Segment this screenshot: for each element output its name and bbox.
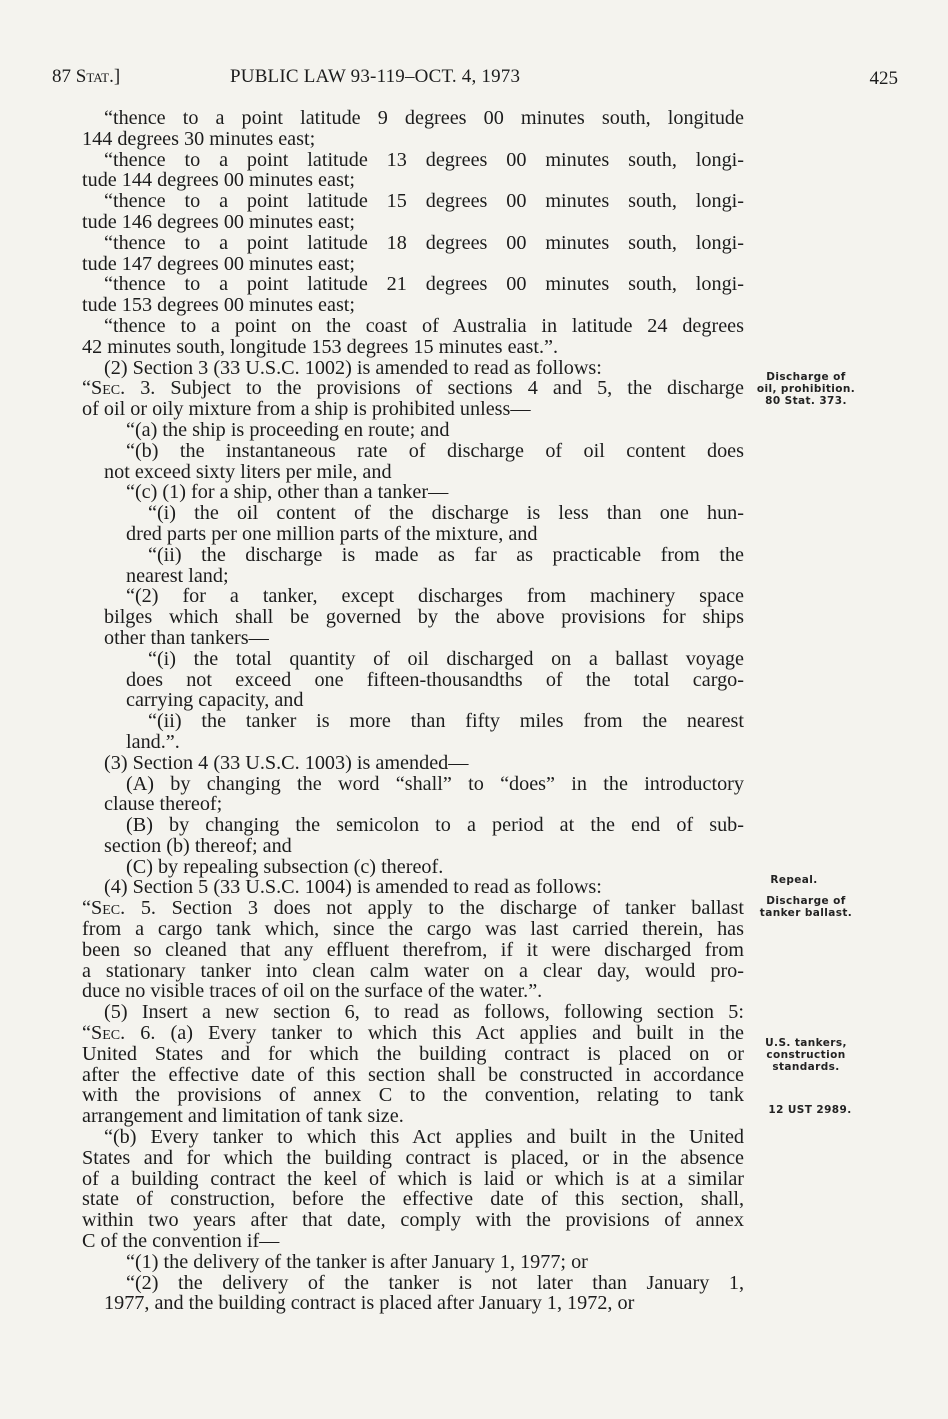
text-line: “Sec. 5. Section 3 does not apply to the discharge of tanker ballast [82, 897, 744, 920]
text-line: of oil or oily mixture from a ship is prohibited unless— [82, 398, 531, 421]
text-line: (3) Section 4 (33 U.S.C. 1003) is amended— [104, 751, 469, 774]
text-line: bilges which shall be governed by the above provisions for ships [104, 606, 744, 629]
text-line: 42 minutes south, longitude 153 degrees 15 minutes east.”. [82, 335, 559, 358]
text-line: arrangement and limitation of tank size. [82, 1105, 404, 1128]
text-line: C of the convention if— [82, 1230, 280, 1253]
text-line: section (b) thereof; and [104, 834, 292, 857]
text-line: (B) by changing the semicolon to a period at the end of sub- [126, 814, 744, 837]
margin-note-repeal [764, 874, 824, 886]
text-line: “(2) the delivery of the tanker is not later than January 1, [126, 1271, 744, 1294]
header-bracket: ] [113, 66, 121, 87]
text-line: dred parts per one million parts of the mixture, and [126, 522, 538, 545]
text-line: (4) Section 5 (33 U.S.C. 1004) is amended to read as follows: [104, 876, 602, 899]
text-line: land.”. [126, 730, 180, 753]
text-line: nearest land; [126, 564, 229, 587]
page-header [52, 58, 898, 94]
margin-note-line: Repeal. [770, 874, 818, 886]
text-line: state of construction, before the effective date of this section, shall, [82, 1188, 744, 1211]
margin-note-line: Discharge of [766, 895, 846, 907]
margin-note-line: 80 Stat. 373. [765, 395, 847, 407]
text-line: “Sec. 6. (a) Every tanker to which this Act applies and built in the [82, 1022, 744, 1045]
text-line: “(c) (1) for a ship, other than a tanker— [126, 481, 449, 504]
text-line: been so cleaned that any effluent therefrom, if it were discharged from [82, 938, 744, 961]
text-line: States and for which the building contract is placed, or in the absence [82, 1146, 744, 1169]
text-line: “(ii) the tanker is more than fifty miles from the nearest [148, 710, 744, 733]
header-title: PUBLIC LAW 93-119–OCT. 4, 1973 [230, 66, 521, 87]
text-line: carrying capacity, and [126, 689, 304, 712]
text-line: 1977, and the building contract is placed after January 1, 1972, or [104, 1292, 635, 1315]
text-line: does not exceed one fifteen-thousandths of the total cargo- [126, 668, 744, 691]
text-line: tude 153 degrees 00 minutes east; [82, 294, 356, 317]
text-line: after the effective date of this section shall be constructed in accordance [82, 1063, 744, 1086]
margin-note-line: 12 UST 2989. [768, 1104, 852, 1116]
text-line: “thence to a point latitude 18 degrees 00 minutes south, longi- [104, 231, 744, 254]
header-volume: 87 [52, 66, 71, 87]
text-line: “(a) the ship is proceeding en route; and [126, 418, 450, 441]
margin-note-line: construction [766, 1049, 846, 1061]
text-line: “(1) the delivery of the tanker is after January 1, 1977; or [126, 1250, 588, 1273]
text-line: (2) Section 3 (33 U.S.C. 1002) is amended to read as follows: [104, 356, 602, 379]
text-line: with the provisions of annex C to the convention, relating to tank [82, 1084, 744, 1107]
text-line: (5) Insert a new section 6, to read as follows, following section 5: [104, 1001, 744, 1024]
text-line: of a building contract the keel of which is laid or which is at a similar [82, 1167, 744, 1190]
margin-note-line: U.S. tankers, [765, 1037, 847, 1049]
header-citation [52, 66, 120, 88]
text-line: “(2) for a tanker, except discharges from machinery space [126, 585, 744, 608]
page-number: 425 [869, 68, 898, 89]
text-line: tude 144 degrees 00 minutes east; [82, 169, 356, 192]
text-line: duce no visible traces of oil on the surface of the water.”. [82, 980, 543, 1003]
text-line: within two years after that date, comply with the provisions of annex [82, 1209, 744, 1232]
text-line: “thence to a point latitude 9 degrees 00 minutes south, longitude [104, 107, 744, 129]
text-line: tude 146 degrees 00 minutes east; [82, 210, 356, 233]
text-line: “thence to a point on the coast of Australia in latitude 24 degrees [104, 314, 744, 337]
text-line: “(i) the oil content of the discharge is less than one hun- [148, 502, 744, 525]
margin-note-ust [752, 1104, 868, 1116]
margin-note-line: Discharge of [766, 371, 846, 383]
text-line: “(ii) the discharge is made as far as practicable from the [148, 543, 744, 566]
text-line: “thence to a point latitude 15 degrees 00 minutes south, longi- [104, 190, 744, 213]
text-line: not exceed sixty liters per mile, and [104, 460, 392, 483]
text-line: other than tankers— [104, 626, 269, 649]
margin-note-us-tankers [744, 1037, 868, 1073]
text-line: “thence to a point latitude 21 degrees 00 minutes south, longi- [104, 273, 744, 296]
margin-note-line: oil, prohibition. [756, 383, 856, 395]
text-line: clause thereof; [104, 793, 223, 816]
margin-note-line: tanker ballast. [759, 907, 853, 919]
margin-note-line: standards. [772, 1061, 840, 1073]
margin-note-tanker-ballast [744, 895, 868, 919]
text-line: from a cargo tank which, since the cargo was last carried therein, has [82, 918, 744, 941]
text-line: United States and for which the building contract is placed on or [82, 1042, 744, 1065]
text-line: “Sec. 3. Subject to the provisions of sections 4 and 5, the discharge [82, 377, 744, 400]
text-line: “(b) the instantaneous rate of discharge of oil content does [126, 439, 744, 462]
text-line: “(b) Every tanker to which this Act applies and built in the United [104, 1126, 744, 1149]
text-line: tude 147 degrees 00 minutes east; [82, 252, 356, 275]
margin-note-discharge-of-oil [744, 371, 868, 407]
text-line: a stationary tanker into clean calm water on a clear day, would pro- [82, 959, 744, 982]
text-line: (A) by changing the word “shall” to “does” in the introductory [126, 772, 744, 795]
text-line: (C) by repealing subsection (c) thereof. [126, 855, 444, 878]
text-line: “thence to a point latitude 13 degrees 00 minutes south, longi- [104, 148, 744, 171]
text-line: “(i) the total quantity of oil discharged on a ballast voyage [148, 647, 744, 670]
statute-body [82, 108, 744, 1314]
text-line: 144 degrees 30 minutes east; [82, 127, 316, 150]
header-stat: Stat. [75, 66, 114, 87]
